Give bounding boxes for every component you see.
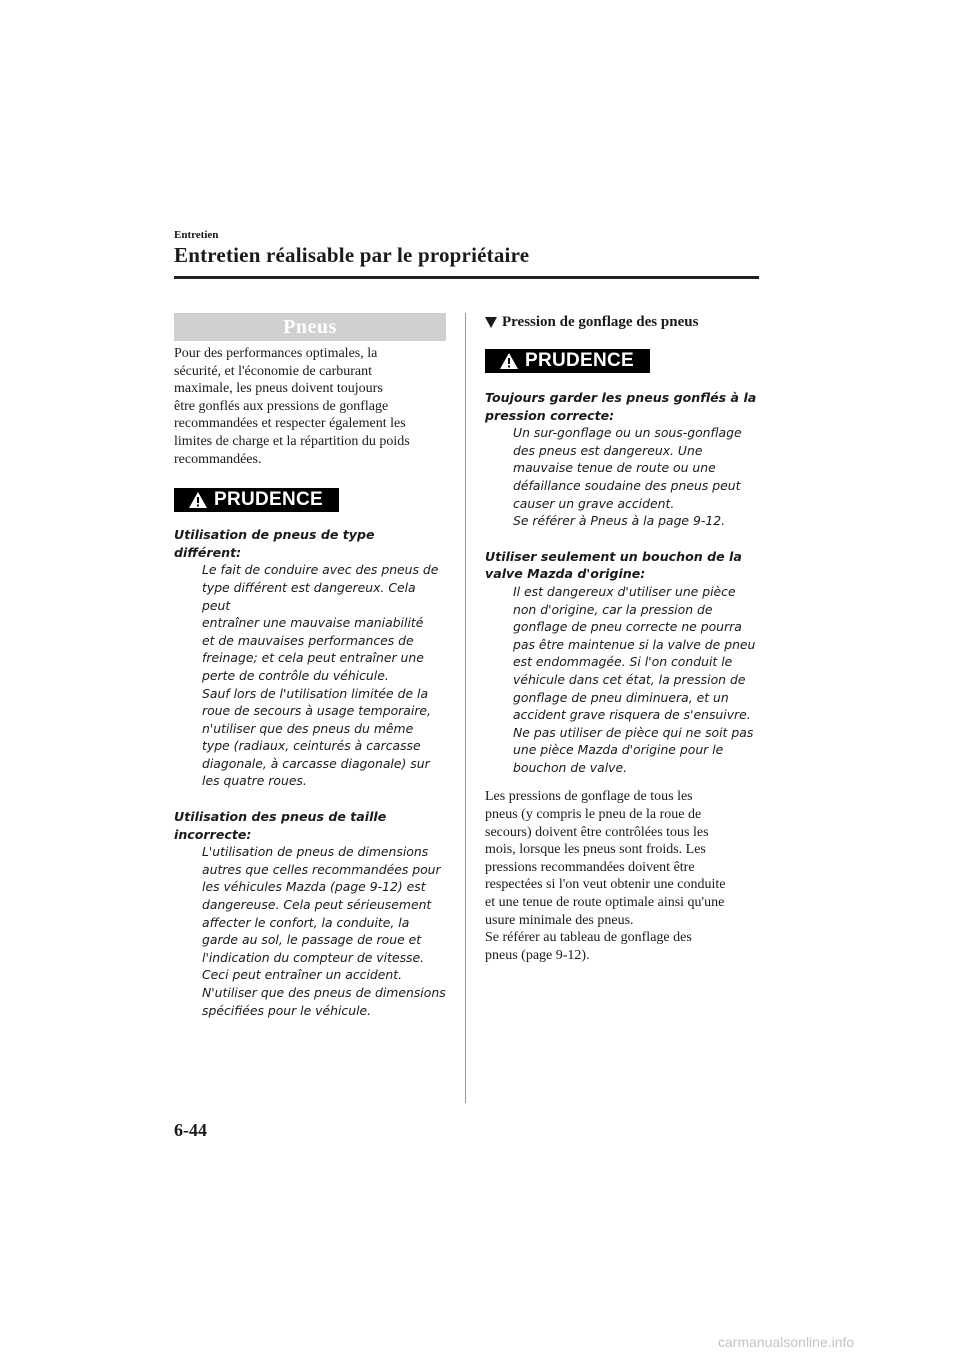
text-line: causer un grave accident. xyxy=(513,495,675,511)
text-line: l'indication du compteur de vitesse. xyxy=(202,949,425,965)
text-line: L'utilisation de pneus de dimensions xyxy=(202,844,429,860)
text-line: entraîner une mauvaise maniabilité xyxy=(202,615,424,631)
text-line: pression correcte: xyxy=(485,407,615,423)
text-line: être gonflés aux pressions de gonflage xyxy=(174,398,389,414)
text-line: Utilisation de pneus de type différent: xyxy=(174,527,375,560)
warning-body xyxy=(485,583,760,777)
text-line: gonflage de pneu correcte ne pourra xyxy=(513,619,742,635)
caution-badge xyxy=(485,349,650,373)
warning-heading xyxy=(485,548,760,583)
page-number: 6-44 xyxy=(174,1120,207,1140)
warning-body xyxy=(174,561,446,790)
text-line: type différent est dangereux. Cela peut xyxy=(202,579,416,613)
text-line: perte de contrôle du véhicule. xyxy=(202,667,389,683)
text-line: pressions recommandées doivent être xyxy=(485,859,695,875)
text-line: les véhicules Mazda (page 9-12) est xyxy=(202,879,426,895)
text-line: Un sur-gonflage ou un sous-gonflage xyxy=(513,425,742,441)
text-line: secours) doivent être contrôlées tous les xyxy=(485,824,709,840)
footer-watermark: carmanualsonline.info xyxy=(718,1334,855,1350)
text-line: et une tenue de route optimale ainsi qu'une xyxy=(485,895,725,911)
section-banner-pneus: Pneus xyxy=(174,313,446,341)
caution-label: PRUDENCE xyxy=(525,350,635,371)
text-line: Ceci peut entraîner un accident. xyxy=(202,967,403,983)
left-column xyxy=(174,313,446,1019)
text-line: Sauf lors de l'utilisation limitée de la xyxy=(202,685,429,701)
caution-label: PRUDENCE xyxy=(214,489,324,511)
warning-block xyxy=(485,389,760,530)
text-line: affecter le confort, la conduite, la xyxy=(202,914,410,930)
text-line: spécifiées pour le véhicule. xyxy=(202,1002,372,1018)
warning-block xyxy=(174,808,446,1019)
text-line: gonflage de pneu diminuera, et un xyxy=(513,689,729,705)
section-label: Entretien xyxy=(174,229,219,241)
warning-heading xyxy=(174,526,446,561)
text-line: Le fait de conduire avec des pneus de xyxy=(202,562,439,578)
text-line: accident grave risquera de s'ensuivre. xyxy=(513,707,751,723)
warning-heading xyxy=(485,389,760,424)
text-line: limites de charge et la répartition du poids xyxy=(174,433,410,449)
text-line: diagonale, à carcasse diagonale) sur xyxy=(202,755,430,771)
right-column xyxy=(485,313,760,964)
text-line: défaillance soudaine des pneus peut xyxy=(513,477,741,493)
text-line: dangereuse. Cela peut sérieusement xyxy=(202,897,432,913)
text-line: Se référer au tableau de gonflage des xyxy=(485,930,692,946)
text-line: non d'origine, car la pression de xyxy=(513,601,713,617)
column-divider xyxy=(465,313,466,1103)
text-line: recommandées. xyxy=(174,451,262,467)
text-line: sécurité, et l'économie de carburant xyxy=(174,363,373,379)
subheading xyxy=(485,314,760,331)
title-rule xyxy=(174,276,759,279)
text-line: N'utiliser que des pneus de dimensions xyxy=(202,985,446,1000)
text-line: pas être maintenue si la valve de pneu xyxy=(513,636,756,652)
text-line: recommandées et respecter également les xyxy=(174,416,406,432)
text-line: incorrecte: xyxy=(174,826,252,842)
text-line: mois, lorsque les pneus sont froids. Les xyxy=(485,842,706,858)
text-line: bouchon de valve. xyxy=(513,759,628,775)
text-line: maximale, les pneus doivent toujours xyxy=(174,381,383,397)
warning-heading xyxy=(174,808,446,843)
text-line: Se référer à Pneus à la page 9-12. xyxy=(513,513,726,529)
intro-paragraph xyxy=(174,345,446,468)
warning-body xyxy=(485,424,760,530)
warning-block xyxy=(485,548,760,777)
text-line: des pneus est dangereux. Une xyxy=(513,442,703,458)
text-line: garde au sol, le passage de roue et xyxy=(202,932,422,948)
pressure-paragraph xyxy=(485,788,760,964)
text-line: autres que celles recommandées pour xyxy=(202,861,441,877)
text-line: Il est dangereux d'utiliser une pièce xyxy=(513,583,736,599)
text-line: une pièce Mazda d'origine pour le xyxy=(513,742,724,758)
text-line: n'utiliser que des pneus du même xyxy=(202,720,414,736)
text-line: Utilisation des pneus de taille xyxy=(174,809,387,825)
text-line: roue de secours à usage temporaire, xyxy=(202,703,431,719)
text-line: est endommagée. Si l'on conduit le xyxy=(513,654,733,670)
text-line: pneus (y compris le pneu de la roue de xyxy=(485,807,702,823)
text-line: Ne pas utiliser de pièce qui ne soit pas xyxy=(513,724,754,740)
text-line: les quatre roues. xyxy=(202,773,307,789)
warning-triangle-icon xyxy=(499,352,519,370)
text-line: et de mauvaises performances de xyxy=(202,632,414,648)
text-line: Utiliser seulement un bouchon de la xyxy=(485,548,742,564)
page-title: Entretien réalisable par le propriétaire xyxy=(174,243,530,267)
warning-triangle-icon xyxy=(188,491,208,509)
text-line: véhicule dans cet état, la pression de xyxy=(513,671,746,687)
text-line: type (radiaux, ceinturés à carcasse xyxy=(202,738,421,754)
text-line: mauvaise tenue de route ou une xyxy=(513,460,716,476)
text-line: pneus (page 9-12). xyxy=(485,947,590,963)
text-line: valve Mazda d'origine: xyxy=(485,566,646,582)
subheading-text: Pression de gonflage des pneus xyxy=(502,314,699,330)
caution-badge xyxy=(174,488,339,512)
text-line: Pour des performances optimales, la xyxy=(174,346,378,361)
text-line: Toujours garder les pneus gonflés à la xyxy=(485,390,757,405)
text-line: respectées si l'on veut obtenir une conduite xyxy=(485,877,726,893)
warning-body xyxy=(174,843,446,1019)
text-line: freinage; et cela peut entraîner une xyxy=(202,650,424,666)
text-line: usure minimale des pneus. xyxy=(485,912,634,928)
text-line: Les pressions de gonflage de tous les xyxy=(485,789,693,805)
down-triangle-icon xyxy=(485,317,497,328)
warning-block xyxy=(174,526,446,790)
